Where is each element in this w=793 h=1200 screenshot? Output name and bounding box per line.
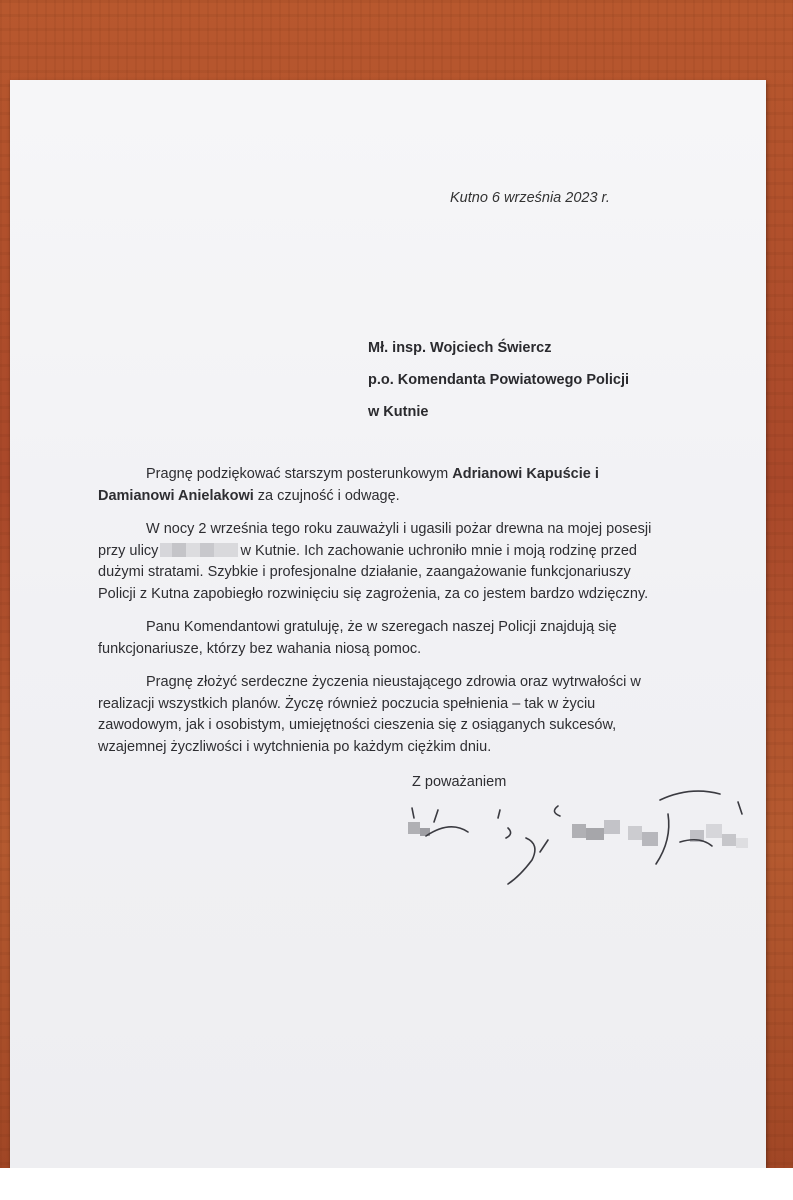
paragraph-congratulations: Panu Komendantowi gratuluję, że w szeregach naszej Policji znajdują się funkcjonariusze, którzy bez wahania niosą pomoc.	[98, 619, 617, 657]
letter-date: Kutno 6 września 2023 r.	[450, 190, 610, 206]
white-background-strip	[0, 1168, 793, 1200]
paragraph-incident-start: W nocy 2 września tego roku zauważyli i ugasili pożar drewna na mojej posesji przy ulicy	[98, 521, 652, 559]
recipient-name: Mł. insp. Wojciech Świercz	[368, 340, 552, 356]
officer-name-2: Damianowi Anielakowi	[98, 487, 254, 504]
recipient-block	[368, 332, 629, 428]
redacted-street	[160, 543, 238, 557]
paragraph-thanks-end: za czujność i odwagę.	[253, 487, 400, 504]
closing-salutation: Z poważaniem	[412, 774, 507, 790]
paragraph-thanks	[98, 464, 658, 507]
paragraph-incident-end: w Kutnie. Ich zachowanie uchroniło mnie i moją rodzinę przed dużymi stratami. Szybkie i profesjonalne działanie, zaangażowanie funkcjonariuszy Policji z Kutna zapobiegło rozwinięciu się zagrożenia, za co jestem bardzo wdzięczny.	[98, 542, 649, 602]
paragraph-thanks-text: Pragnę podziękować starszym posterunkowym	[146, 466, 453, 482]
letter-page	[10, 80, 766, 1168]
paragraph-incident	[98, 519, 658, 605]
officer-name-1: Adrianowi Kapuście i	[452, 466, 599, 482]
recipient-location: w Kutnie	[368, 404, 429, 420]
letter-body	[98, 464, 658, 770]
signature-image	[390, 780, 770, 890]
recipient-title: p.o. Komendanta Powiatowego Policji	[368, 372, 630, 388]
paragraph-wishes: Pragnę złożyć serdeczne życzenia nieustającego zdrowia oraz wytrwałości w realizacji wszystkich planów. Życzę również poczucia spełnienia – tak w życiu zawodowym, jak i osobistym, umiejętności cieszenia się z osiąganych sukcesów, wzajemnej życzliwości i wytchnienia po każdym ciężkim dniu.	[98, 674, 641, 755]
